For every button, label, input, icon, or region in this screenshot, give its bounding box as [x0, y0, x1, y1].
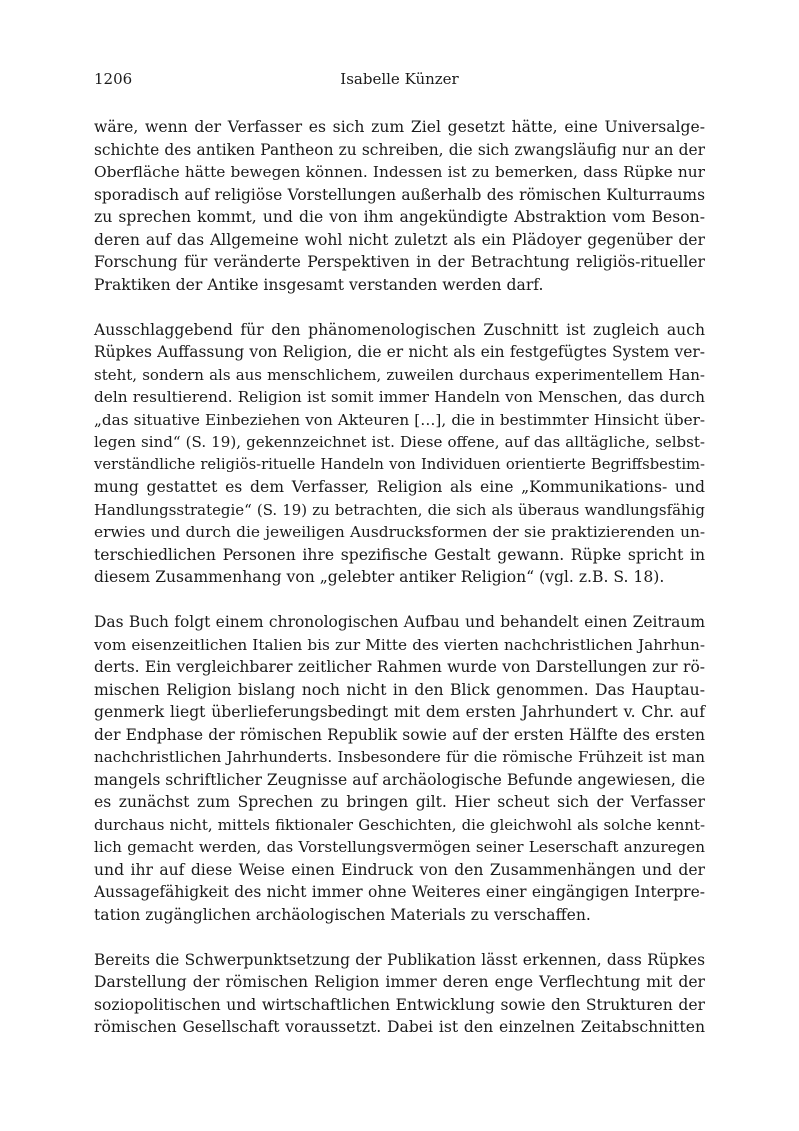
text-line: wäre, wenn der Verfasser es sich zum Ziel gesetzt hätte, eine Universalge- [94, 118, 705, 136]
paragraph-gap [94, 296, 705, 319]
text-line: Aussagefähigkeit des nicht immer ohne Weiteres einer eingängigen Interpre- [94, 883, 705, 901]
paragraph [94, 116, 705, 296]
text-line: Forschung für veränderte Perspektiven in der Betrachtung religiös-ritueller [94, 253, 705, 271]
text-line: terschiedlichen Personen ihre spezifische Gestalt gewann. Rüpke spricht in [94, 545, 705, 564]
page-number: 1206 [94, 70, 133, 88]
text-line: durchaus nicht, mittels fiktionaler Geschichten, die gleichwohl als solche kennt- [94, 815, 705, 834]
text-line: tation zugänglichen archäologischen Materials zu verschaffen. [94, 905, 591, 924]
page-header [94, 70, 705, 94]
text-line: Bereits die Schwerpunktsetzung der Publikation lässt erkennen, dass Rüpkes [94, 950, 705, 969]
text-line: es zunächst zum Sprechen zu bringen gilt. Hier scheut sich der Verfasser [94, 793, 705, 811]
text-line: und ihr auf diese Weise einen Eindruck von den Zusammenhängen und der [94, 860, 705, 879]
text-line: genmerk liegt überlieferungsbedingt mit dem ersten Jahrhundert v. Chr. auf [94, 703, 705, 721]
text-line: legen sind“ (S. 19), gekennzeichnet ist. Diese offene, auf das alltägliche, selbst- [94, 433, 705, 451]
text-line: „das situative Einbeziehen von Akteuren […], die in bestimmter Hinsicht über- [94, 410, 705, 429]
paragraph [94, 319, 705, 589]
text-line: Praktiken der Antike insgesamt verstanden werden darf. [94, 275, 544, 294]
text-line: soziopolitischen und wirtschaftlichen Entwicklung sowie den Strukturen der [94, 995, 705, 1014]
paragraph-gap [94, 926, 705, 949]
text-line: steht, sondern als aus menschlichem, zuweilen durchaus experimentellem Han- [94, 365, 705, 384]
text-line: römischen Gesellschaft voraussetzt. Dabei ist den einzelnen Zeitabschnitten [94, 1018, 705, 1036]
text-line: Das Buch folgt einem chronologischen Aufbau und behandelt einen Zeitraum [94, 613, 705, 631]
text-line: erwies und durch die jeweiligen Ausdrucksformen der sie praktizierenden un- [94, 523, 705, 541]
text-line: der Endphase der römischen Republik sowie auf der ersten Hälfte des ersten [94, 725, 705, 744]
text-line: Darstellung der römischen Religion immer deren enge Verflechtung mit der [94, 973, 705, 991]
text-line: schichte des antiken Pantheon zu schreiben, die sich zwangsläufig nur an der [94, 140, 705, 159]
text-line: diesem Zusammenhang von „gelebter antiker Religion“ (vgl. z.B. S. 18). [94, 568, 665, 586]
body-text [94, 116, 705, 1039]
paragraph [94, 611, 705, 926]
text-line: deren auf das Allgemeine wohl nicht zuletzt als ein Plädoyer gegenüber der [94, 230, 705, 249]
text-line: vom eisenzeitlichen Italien bis zur Mitte des vierten nachchristlichen Jahrhun- [94, 635, 705, 654]
text-line: Rüpkes Auffassung von Religion, die er nicht als ein festgefügtes System ver- [94, 343, 705, 361]
text-line: lich gemacht werden, das Vorstellungsvermögen seiner Leserschaft anzuregen [94, 838, 705, 856]
text-line: zu sprechen kommt, und die von ihm angekündigte Abstraktion vom Beson- [94, 208, 705, 226]
text-line: nachchristlichen Jahrhunderts. Insbesondere für die römische Frühzeit ist man [94, 748, 705, 766]
text-line: verständliche religiös-rituelle Handeln von Individuen orientierte Begriffsbestim- [94, 455, 705, 473]
text-line: mangels schriftlicher Zeugnisse auf archäologische Befunde angewiesen, die [94, 770, 706, 789]
text-line: Ausschlaggebend für den phänomenologischen Zuschnitt ist zugleich auch [94, 320, 705, 339]
paragraph-gap [94, 589, 705, 612]
paragraph [94, 949, 705, 1039]
text-line: mischen Religion bislang noch nicht in den Blick genommen. Das Hauptau- [94, 680, 705, 699]
text-line: deln resultierend. Religion ist somit immer Handeln von Menschen, das durch [94, 388, 705, 406]
text-line: Handlungsstrategie“ (S. 19) zu betrachten, die sich als überaus wandlungsfähig [94, 500, 705, 519]
text-line: sporadisch auf religiöse Vorstellungen außerhalb des römischen Kulturraums [94, 185, 705, 204]
text-line: derts. Ein vergleichbarer zeitlicher Rahmen wurde von Darstellungen zur rö- [94, 658, 705, 676]
running-head: Isabelle Künzer [340, 70, 459, 88]
text-line: mung gestattet es dem Verfasser, Religion als eine „Kommunikations- und [94, 478, 705, 496]
text-line: Oberfläche hätte bewegen können. Indessen ist zu bemerken, dass Rüpke nur [94, 163, 705, 181]
